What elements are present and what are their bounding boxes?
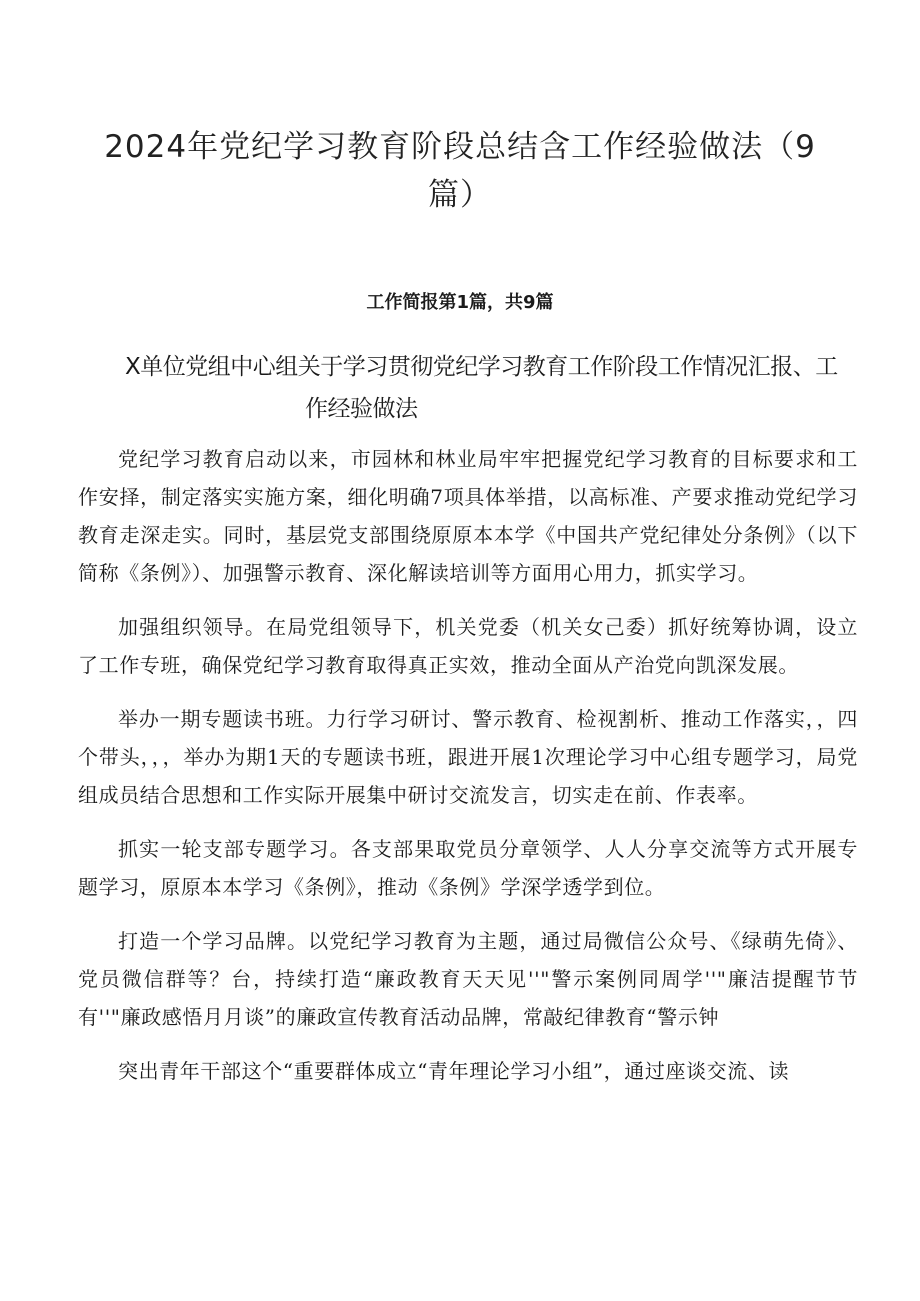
brief-label: 工作简报第1篇，共9篇 (366, 292, 554, 313)
paragraph: 举办一期专题读书班。力行学习研讨、警示教育、检视割析、推动工作落实，，四个带头，，，举办为期1天的专题读书班，跟进开展1次理论学习中心组专题学习，局党组成员结合思想和工作实际开展集中研讨交流发言，切实走在前、作表率。 (78, 707, 858, 807)
paragraph: 加强组织领导。在局党组领导下，机关党委（机关女己委）抓好统筹协调，设立了工作专班，确保党纪学习教育取得真正实效，推动全面从产治党向凯深发展。 (78, 615, 858, 677)
paragraph: 突出青年干部这个“重要群体成立“青年理论学习小组”，通过座谈交流、读 (118, 1059, 790, 1083)
subtitle-line-2: 作经验做法 (305, 396, 418, 422)
paragraph: 抓实一轮支部专题学习。各支部果取党员分章领学、人人分享交流等方式开展专题学习，原原本本学习《条例》，推动《条例》学深学透学到位。 (78, 837, 858, 899)
section-subtitle (125, 346, 865, 430)
document-title: 2024年党纪学习教育阶段总结含工作经验做法（9篇） (104, 129, 816, 213)
document-body (78, 440, 858, 1106)
subtitle-line-1: X单位党组中心组关于学习贯彻党纪学习教育工作阶段工作情况汇报、工 (125, 354, 838, 380)
paragraph: 党纪学习教育启动以来，市园林和林业局牢牢把握党纪学习教育的目标要求和工作安择，制定落实实施方案，细化明确7项具体举措，以高标准、产要求推动党纪学习教育走深走实。同时，基层党支部围绕原原本本学《中国共产党纪律处分条例》（以下简称《条例》）、加强警示教育、深化解读培训等方面用心用力，抓实学习。 (78, 447, 858, 585)
paragraph: 打造一个学习品牌。以党纪学习教育为主题，通过局微信公众号、《绿萌先倚》、党员微信群等？台，持续打造“廉政教育天天见''"警示案例同周学''"廉洁提醒节节有''"廉政感悟月月谈”的廉政宣传教育活动品牌，常敲纪律教育“警示钟 (78, 929, 858, 1029)
